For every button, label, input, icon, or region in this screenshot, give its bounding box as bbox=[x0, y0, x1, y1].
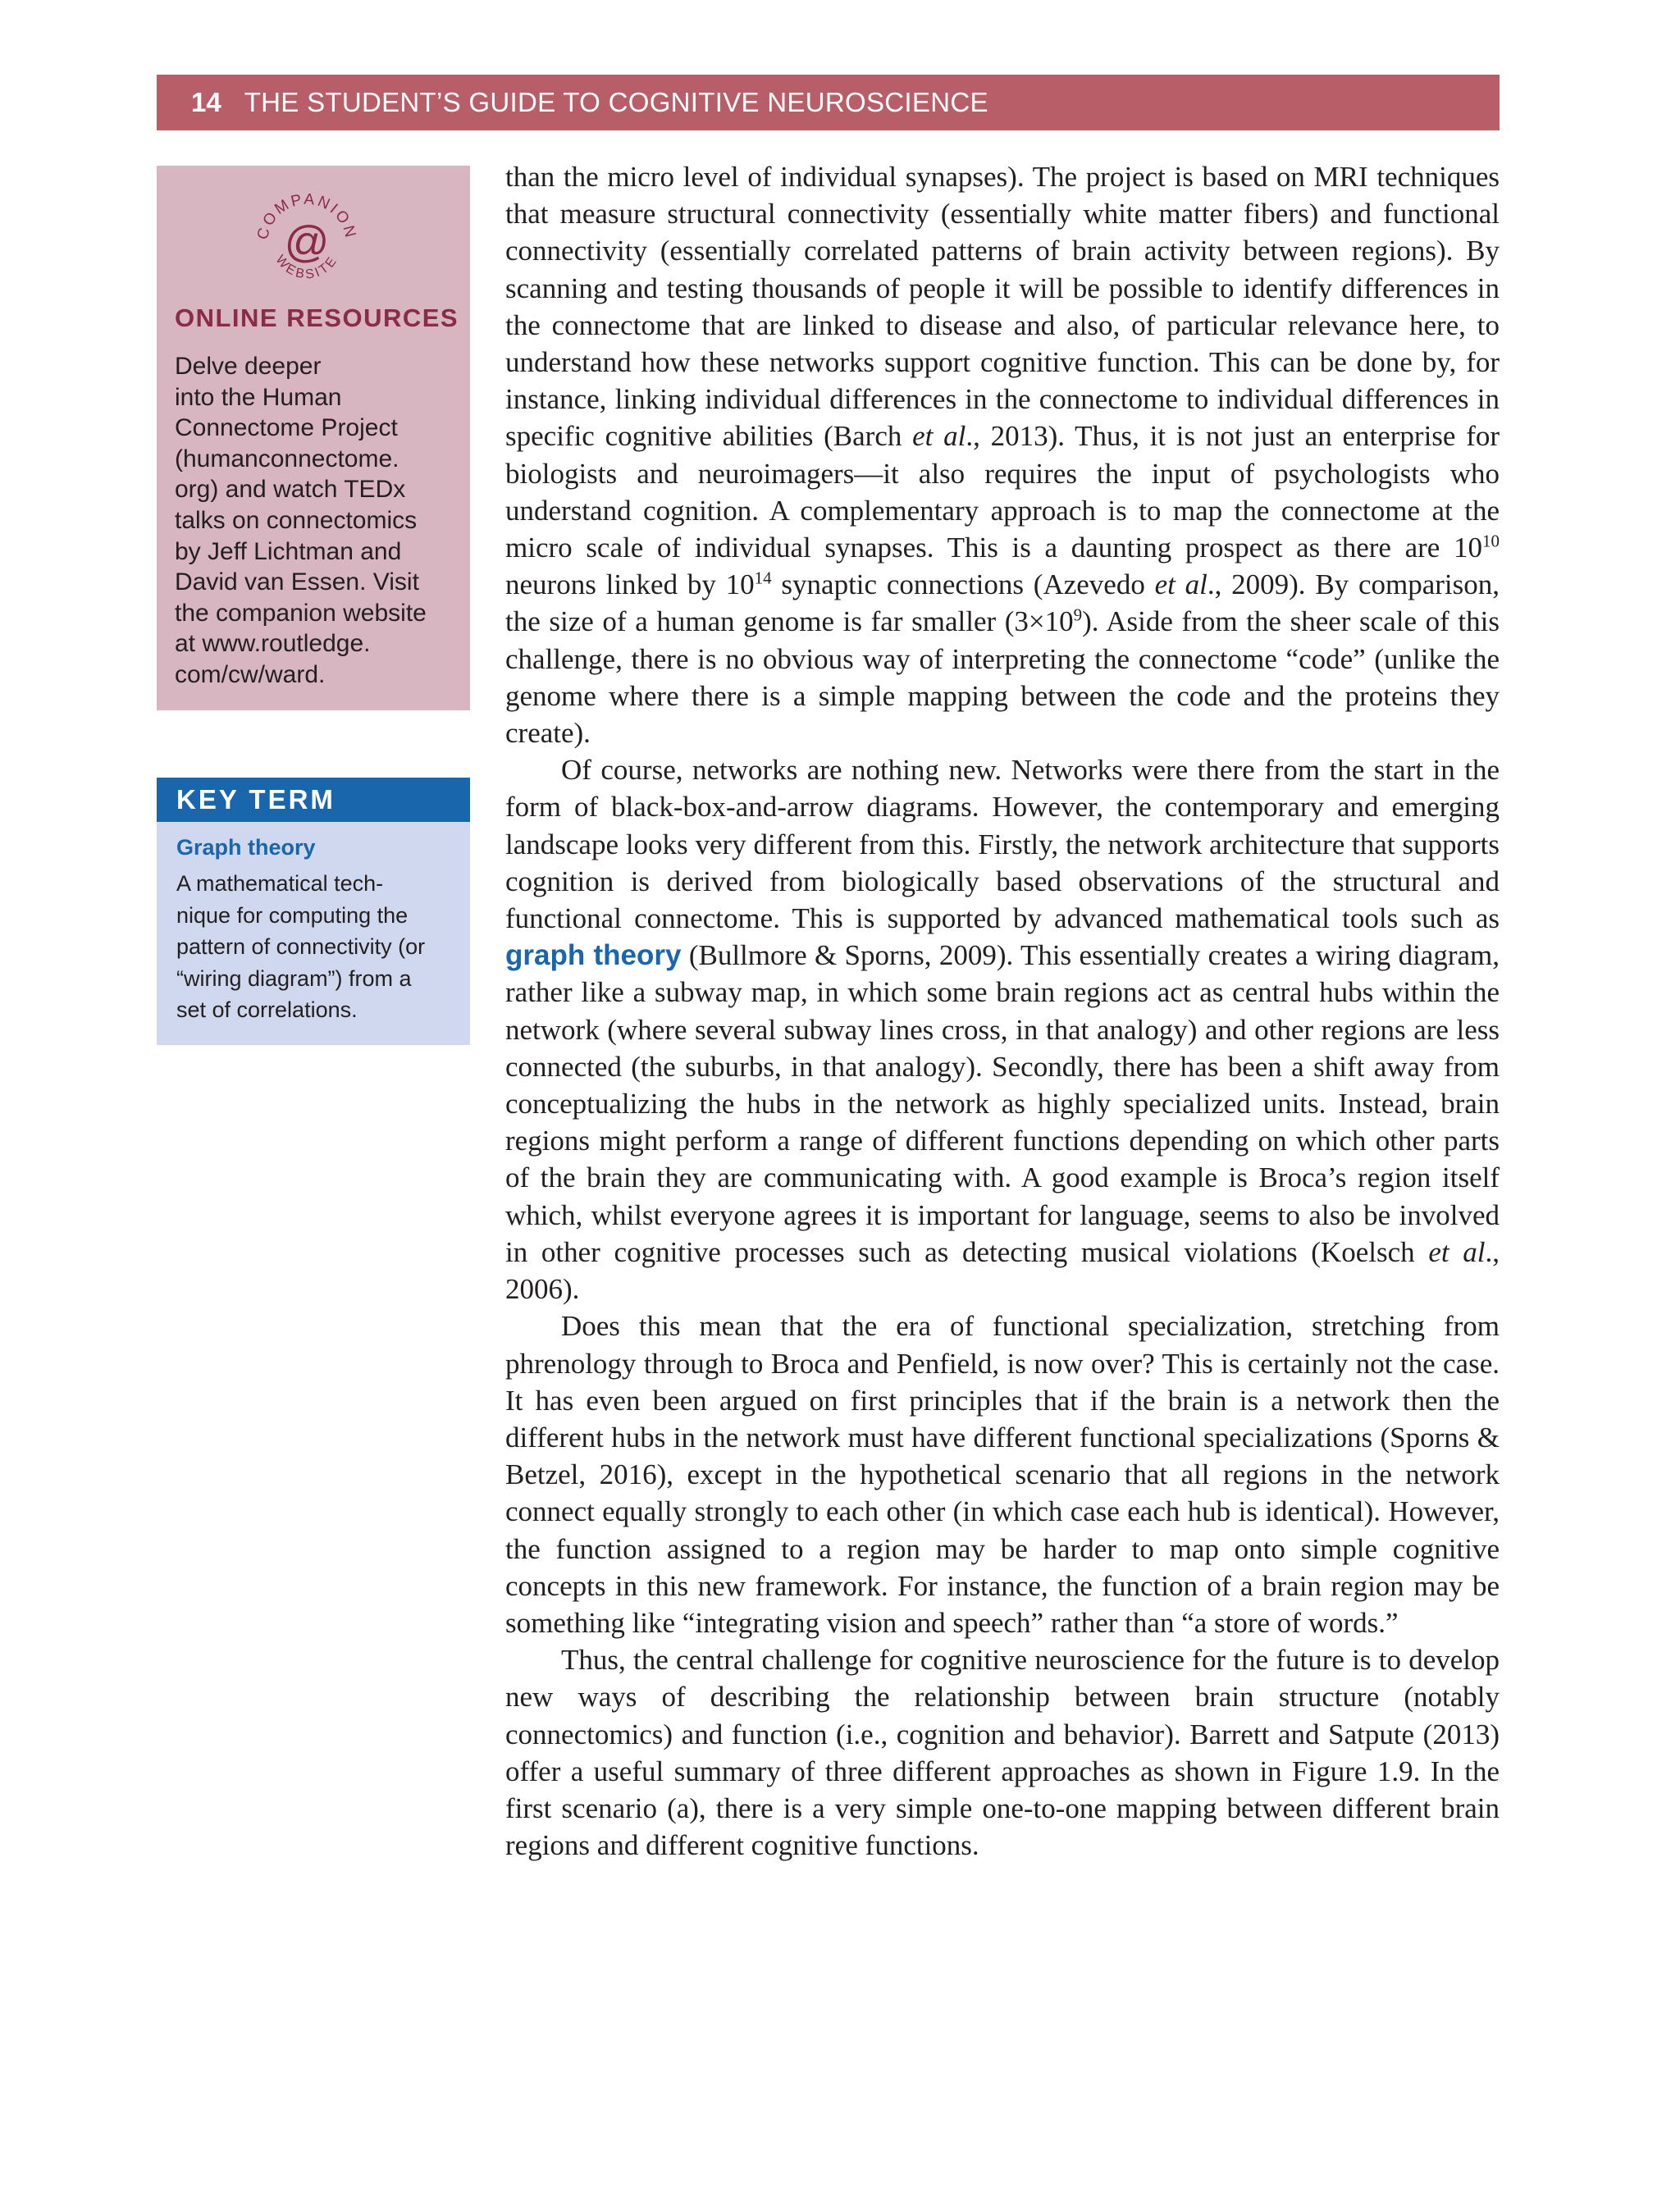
logo-at-symbol: @ bbox=[284, 217, 330, 267]
key-term-name: Graph theory bbox=[176, 835, 316, 860]
online-resources-box bbox=[157, 166, 470, 710]
key-term-link: graph theory bbox=[505, 939, 682, 972]
logo-bottom-text: WEBSITE bbox=[272, 253, 341, 282]
online-resources-text: Delve deeper into the Human Connectome Project (humanconnectome. org) and watch TEDx talks on connectomics by Jeff Lichtman and David van Essen. Visit the companion website at www.routledge. com/cw/ward. bbox=[175, 353, 427, 688]
running-title: THE STUDENT’S GUIDE TO COGNITIVE NEUROSCIENCE bbox=[244, 87, 988, 117]
key-term-definition: A mathematical tech- nique for computing the pattern of connectivity (or “wiring diagram”) from a set of correlations. bbox=[176, 871, 426, 1022]
body-paragraph: Of course, networks are nothing new. Networks were there from the start in the form of black-box-and-arrow diagrams. However, the contemporary and emerging landscape looks very different from this. Firstly, the network architecture that supports cognition is derived from biologically based observations of the structural and functional connectome. This is supported by advanced mathematical tools such as graph theory (Bullmore & Sporns, 2009). This essentially creates a wiring diagram, rather like a subway map, in which some brain regions act as central hubs within the network (where several subway lines cross, in that analogy) and other regions are less connected (the suburbs, in that analogy). Secondly, there has been a shift away from conceptualizing the hubs in the network as highly specialized units. Instead, brain regions might perform a range of different functions depending on which other parts of the brain they are communicating with. A good example is Broca’s region itself which, whilst everyone agrees it is important for language, seems to also be involved in other cognitive processes such as detecting musical violations (Koelsch et al., 2006). bbox=[505, 754, 1500, 1306]
body-paragraph: Does this mean that the era of functional specialization, stretching from phrenology through to Broca and Penfield, is now over? This is certainly not the case. It has even been argued on first principles that if the brain is a network then the different hubs in the network must have different functional specializations (Sporns & Betzel, 2016), except in the hypothetical scenario that all regions in the network connect equally strongly to each other (in which case each hub is identical). However, the function assigned to a region may be harder to map onto simple cognitive concepts in this new framework. For instance, the function of a brain region may be something like “integrating vision and speech” rather than “a store of words.” bbox=[505, 1310, 1500, 1639]
page-number: 14 bbox=[191, 87, 221, 117]
body-paragraph: Thus, the central challenge for cognitive neuroscience for the future is to develop new ways of describing the relationship between brain structure (notably connectomics) and function (i.e., cognition and behavior). Barrett and Satpute (2013) offer a useful summary of three different approaches as shown in Figure 1.9. In the first scenario (a), there is a very simple one-to-one mapping between different brain regions and different cognitive functions. bbox=[505, 1644, 1500, 1862]
online-resources-heading: ONLINE RESOURCES bbox=[175, 303, 459, 332]
body-paragraph: than the micro level of individual synapses). The project is based on MRI techniques that measure structural connectivity (essentially white matter fibers) and functional connectivity (essentially correlated patterns of brain activity between regions). By scanning and testing thousands of people it will be possible to identify differences in the connectome that are linked to disease and also, of particular relevance here, to understand how these networks support cognitive function. This can be done by, for instance, linking individual differences in the connectome to individual differences in specific cognitive abilities (Barch et al., 2013). Thus, it is not just an enterprise for biologists and neuroimagers—it also requires the input of psychologists who understand cognition. A complementary approach is to map the connectome at the micro scale of individual synapses. This is a daunting prospect as there are $10^{10}$ neurons linked by $10^{14}$ synaptic connections (Azevedo et al., 2009). By comparison, the size of a human genome is far smaller $(3\times 10^9)$. Aside from the sheer scale of this challenge, there is no obvious way of interpreting the connectome “code” (unlike the genome where there is a simple mapping between the code and the proteins they create). bbox=[505, 161, 1500, 750]
main-body-text bbox=[505, 158, 1500, 1864]
key-term-heading: KEY TERM bbox=[157, 778, 470, 822]
key-term-box bbox=[157, 778, 470, 1045]
logo-top-text: COMPANION bbox=[253, 190, 360, 242]
companion-website-at-icon bbox=[245, 182, 368, 305]
running-header bbox=[157, 75, 1500, 130]
